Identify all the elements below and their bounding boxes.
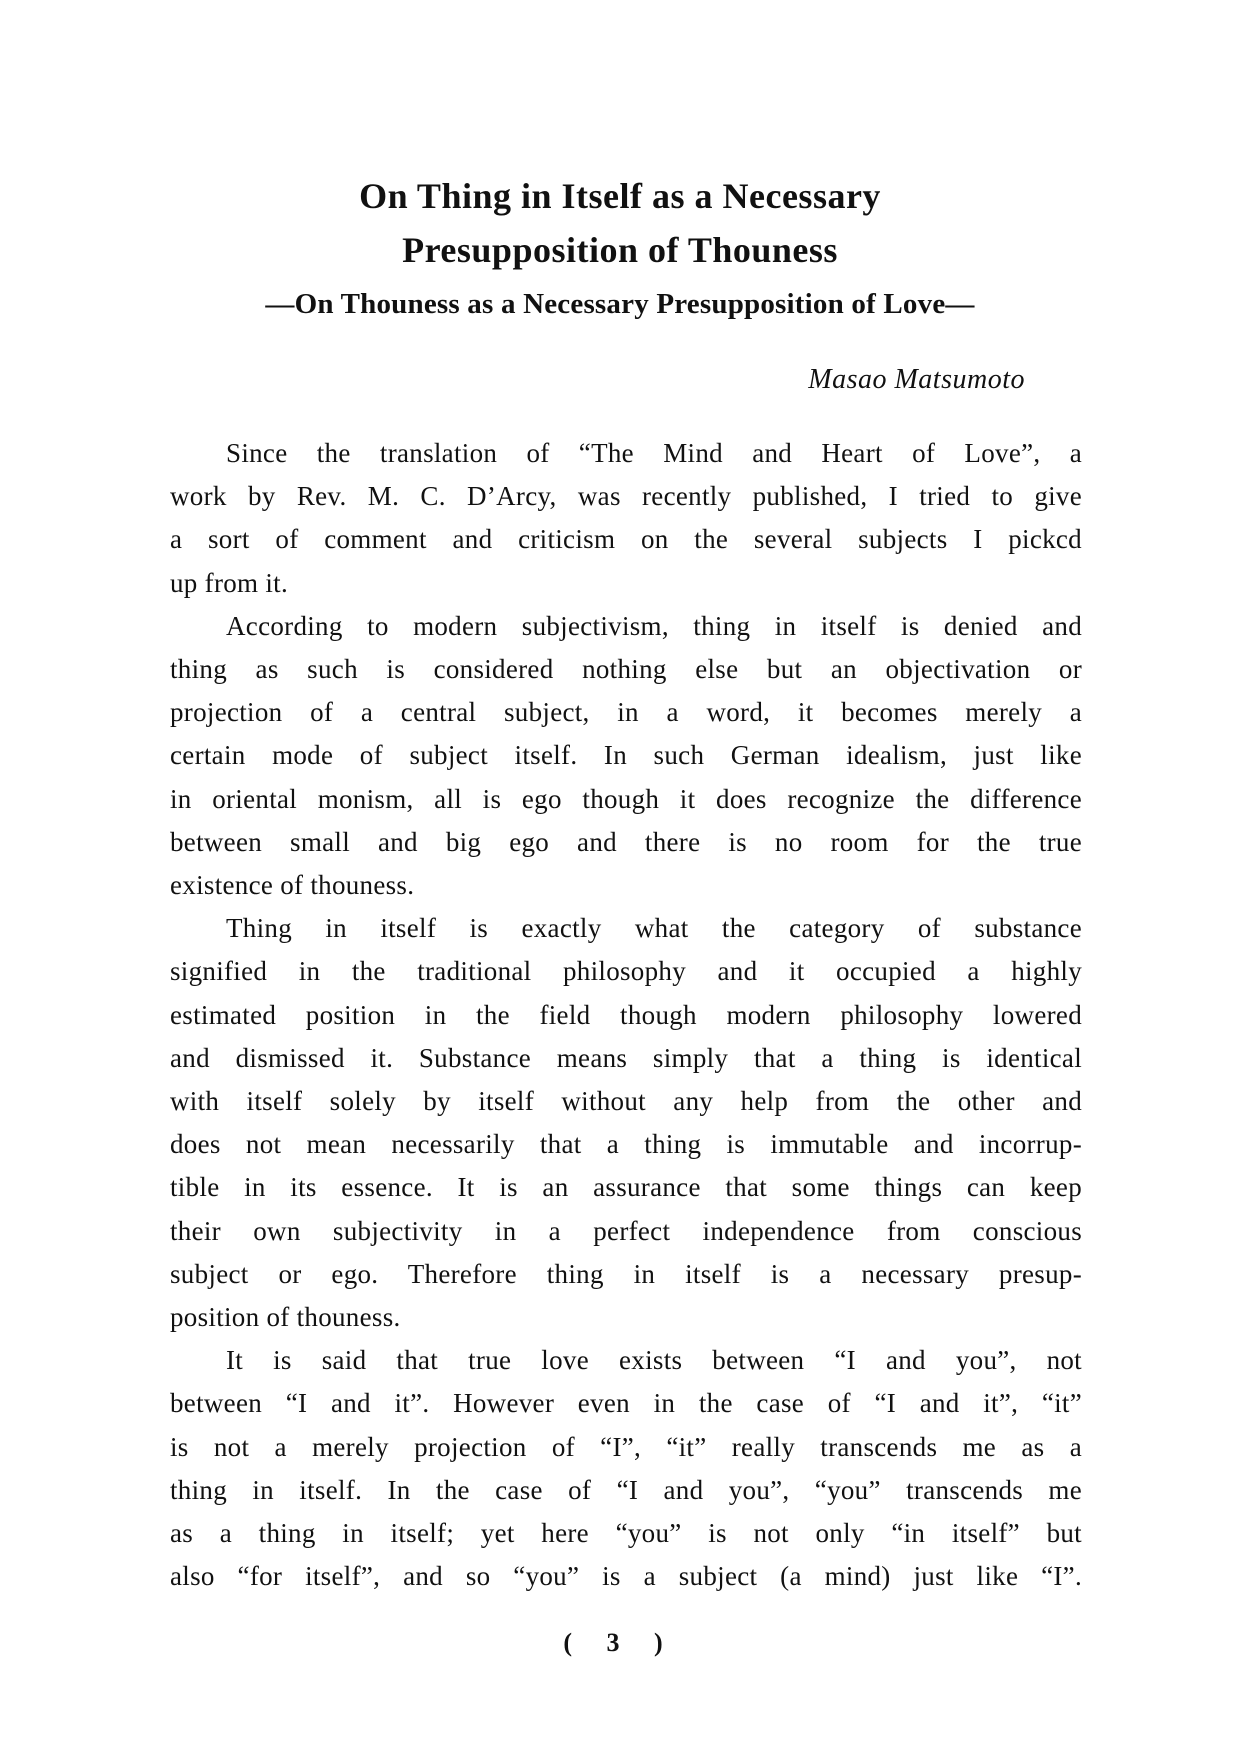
- text-line: subject or ego. Therefore thing in itself is a necessary presup-: [170, 1258, 1082, 1289]
- text-line: Since the translation of “The Mind and Heart of Love”, a: [226, 438, 1082, 468]
- text-line: a sort of comment and criticism on the several subjects I pickcd: [170, 524, 1082, 555]
- text-line: thing as such is considered nothing else but an objectivation or: [170, 654, 1082, 685]
- text-line: signified in the traditional philosophy and it occupied a highly: [170, 956, 1082, 987]
- text-line: Thing in itself is exactly what the category of substance: [226, 913, 1082, 944]
- text-line: position of thouness.: [170, 1302, 401, 1333]
- text-line: existence of thouness.: [170, 870, 415, 901]
- text-line: in oriental monism, all is ego though it does recognize the difference: [170, 783, 1082, 814]
- text-line: thing in itself. In the case of “I and you”, “you” transcends me: [170, 1474, 1082, 1505]
- text-line: also “for itself”, and so “you” is a subject (a mind) just like “I”.: [170, 1561, 1082, 1592]
- text-line: with itself solely by itself without any help from the other and: [170, 1086, 1082, 1117]
- text-line: their own subjectivity in a perfect independence from conscious: [170, 1215, 1082, 1246]
- paragraph-3: [170, 907, 1082, 1339]
- text-line: does not mean necessarily that a thing is immutable and incorrup-: [170, 1129, 1082, 1160]
- text-line: estimated position in the field though modern philosophy lowered: [170, 999, 1082, 1030]
- title-line-2: Presupposition of Thouness: [402, 230, 838, 270]
- text-line: work by Rev. M. C. D’Arcy, was recently published, I tried to give: [170, 481, 1082, 512]
- subtitle: —On Thouness as a Necessary Presupposition of Love—: [265, 288, 975, 320]
- text-line: It is said that true love exists between “I and you”, not: [226, 1345, 1082, 1376]
- text-line: and dismissed it. Substance means simply that a thing is identical: [170, 1042, 1082, 1073]
- text-line: projection of a central subject, in a word, it becomes merely a: [170, 697, 1082, 728]
- text-line: is not a merely projection of “I”, “it” really transcends me as a: [170, 1431, 1082, 1462]
- text-line: certain mode of subject itself. In such German idealism, just like: [170, 740, 1082, 771]
- paragraph-4: [170, 1339, 1082, 1598]
- author-name: Masao Matsumoto: [808, 364, 1025, 395]
- paragraph-2: [170, 605, 1082, 907]
- text-line: tible in its essence. It is an assurance that some things can keep: [170, 1172, 1082, 1203]
- paragraph-1: [170, 432, 1082, 605]
- text-line: According to modern subjectivism, thing in itself is denied and: [226, 610, 1082, 641]
- title-line-1: On Thing in Itself as a Necessary: [359, 176, 881, 216]
- text-line: between “I and it”. However even in the case of “I and it”, “it”: [170, 1388, 1082, 1419]
- text-line: up from it.: [170, 567, 289, 598]
- text-line: as a thing in itself; yet here “you” is not only “in itself” but: [170, 1518, 1082, 1549]
- text-line: between small and big ego and there is no room for the true: [170, 826, 1082, 857]
- body-text: [170, 432, 1082, 1598]
- page-number: ( 3 ): [563, 1628, 677, 1657]
